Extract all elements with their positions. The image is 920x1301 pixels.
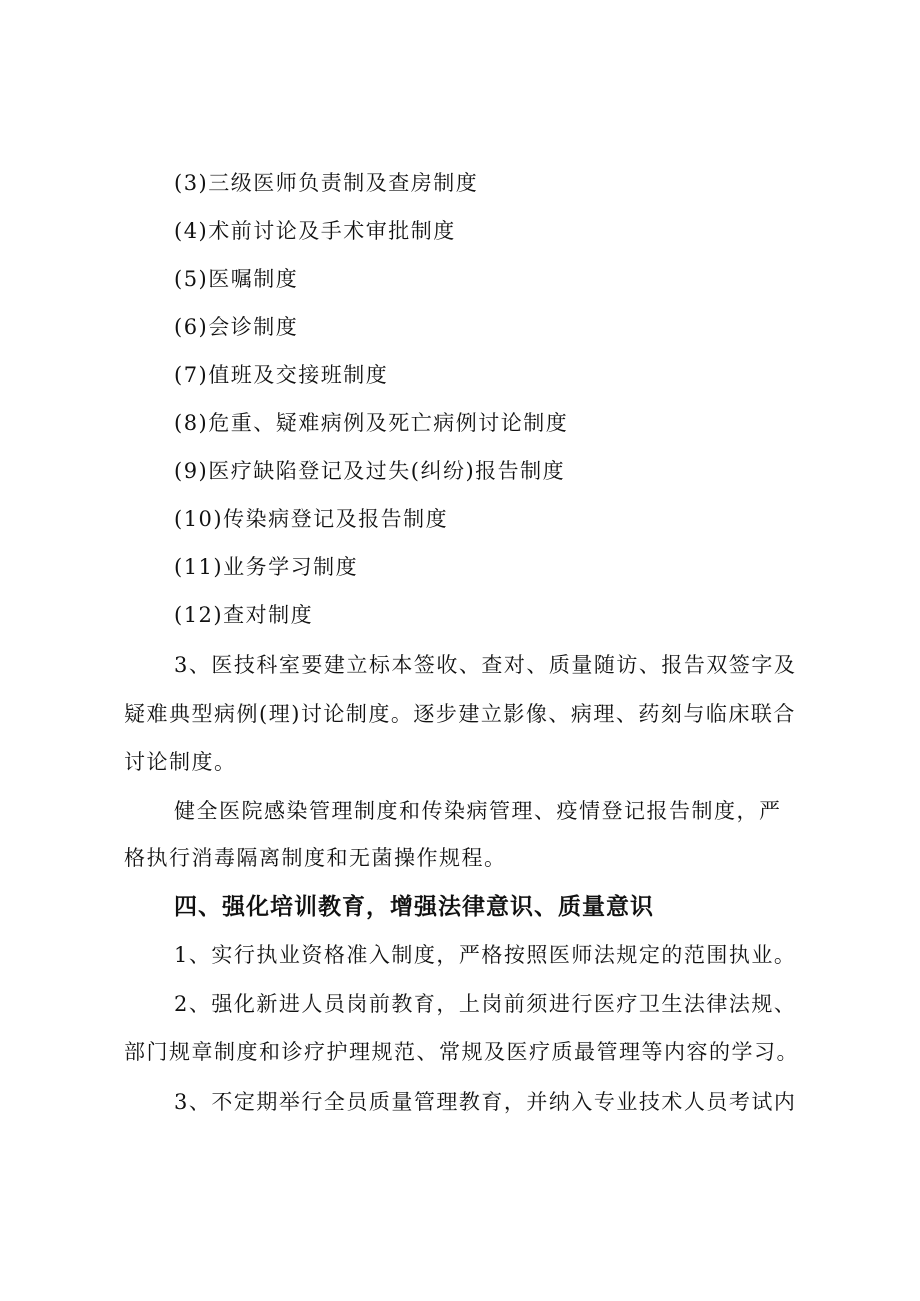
list-item-4: (4)术前讨论及手术审批制度 <box>174 219 456 243</box>
paragraph-3-line-3: 讨论制度。 <box>124 750 237 774</box>
list-item-11: (11)业务学习制度 <box>174 555 359 579</box>
paragraph-3-line-2: 疑难典型病例(理)讨论制度。逐步建立影像、病理、药刻与临床联合 <box>124 702 796 726</box>
list-item-6: (6)会诊制度 <box>174 315 299 339</box>
list-item-7: (7)值班及交接班制度 <box>174 363 389 387</box>
list-item-5: (5)医嘱制度 <box>174 267 299 291</box>
section-item-2-line-2: 部门规章制度和诊疗护理规范、常规及医疗质最管理等内容的学习。 <box>124 1040 799 1064</box>
section-heading: 四、强化培训教育，增强法律意识、质量意识 <box>174 894 654 920</box>
list-item-10: (10)传染病登记及报告制度 <box>174 507 449 531</box>
list-item-8: (8)危重、疑难病例及死亡病例讨论制度 <box>174 411 569 435</box>
paragraph-infection-line-2: 格执行消毒隔离制度和无菌操作规程。 <box>124 846 507 870</box>
list-item-9: (9)医疗缺陷登记及过失(纠纷)报告制度 <box>174 459 566 483</box>
list-item-12: (12)查对制度 <box>174 603 314 627</box>
paragraph-3-line-1: 3、医技科室要建立标本签收、查对、质量随访、报告双签字及 <box>174 653 797 677</box>
list-item-3: (3)三级医师负责制及查房制度 <box>174 171 479 195</box>
section-item-1: 1、实行执业资格准入制度，严格按照医师法规定的范围执业。 <box>174 943 797 967</box>
paragraph-infection-line-1: 健全医院感染管理制度和传染病管理、疫情登记报告制度，严 <box>174 799 782 823</box>
section-item-3-line-1: 3、不定期举行全员质量管理教育，并纳入专业技术人员考试内 <box>174 1090 797 1114</box>
section-item-2-line-1: 2、强化新进人员岗前教育，上岗前须进行医疗卫生法律法规、 <box>174 992 797 1016</box>
